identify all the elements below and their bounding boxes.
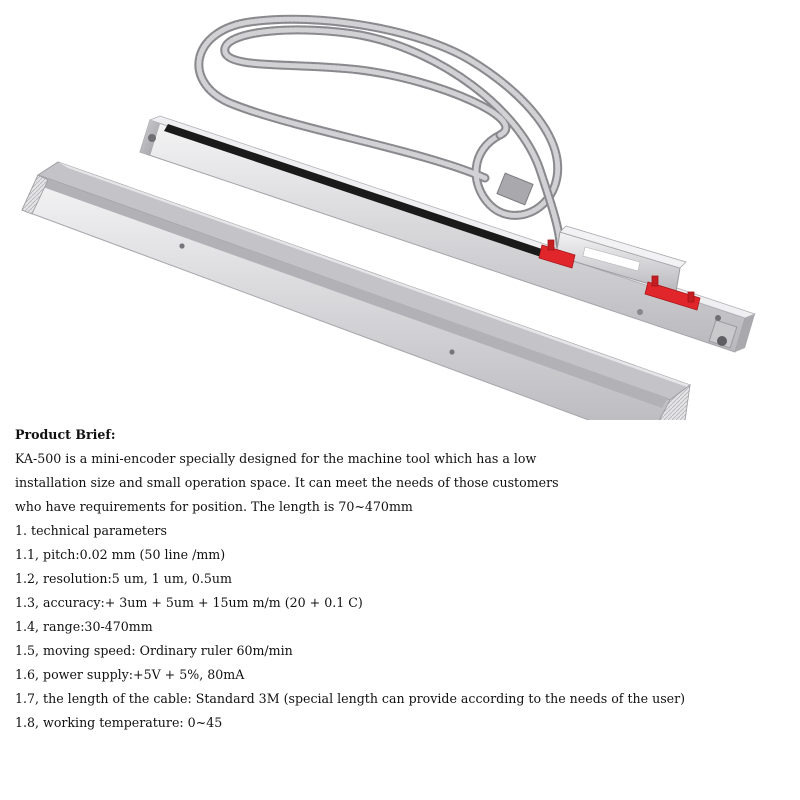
section-heading-technical-parameters: 1. technical parameters: [15, 523, 167, 538]
brief-heading: Product Brief:: [15, 427, 116, 442]
product-brief: [15, 423, 795, 735]
brief-line: who have requirements for position. The length is 70~470mm: [15, 499, 413, 514]
param-pitch: 1.1, pitch:0.02 mm (50 line /mm): [15, 547, 226, 562]
brief-line: installation size and small operation space. It can meet the needs of those customers: [15, 475, 559, 490]
param-cable-length: 1.7, the length of the cable: Standard 3M (special length can provide according to the needs of the user): [15, 691, 686, 706]
param-power-supply: 1.6, power supply:+5V + 5%, 80mA: [15, 667, 245, 682]
param-accuracy: 1.3, accuracy:+ 3um + 5um + 15um m/m (20 + 0.1 C): [15, 595, 363, 610]
param-working-temperature: 1.8, working temperature: 0~45: [15, 715, 223, 730]
param-range: 1.4, range:30-470mm: [15, 619, 153, 634]
param-moving-speed: 1.5, moving speed: Ordinary ruler 60m/min: [15, 643, 293, 658]
brief-line: KA-500 is a mini-encoder specially designed for the machine tool which has a low: [15, 451, 537, 466]
param-resolution: 1.2, resolution:5 um, 1 um, 0.5um: [15, 571, 232, 586]
